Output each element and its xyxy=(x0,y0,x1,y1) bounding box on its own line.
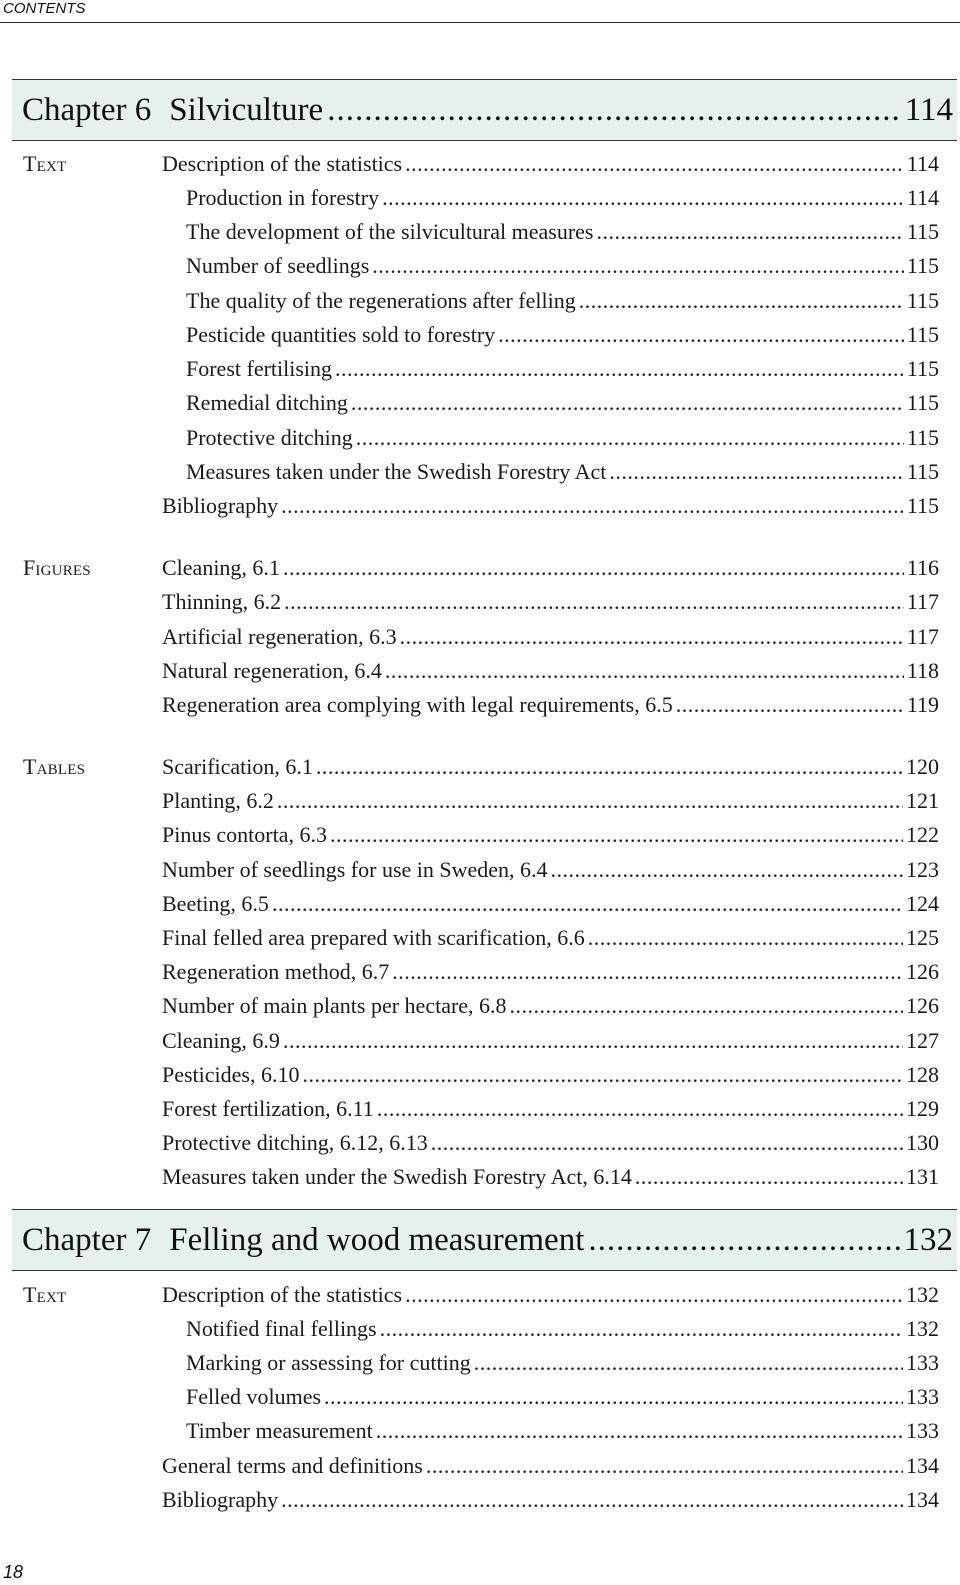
entry-page: 131 xyxy=(906,1164,939,1189)
toc-entry[interactable] xyxy=(162,1092,939,1126)
entry-title: Bibliography xyxy=(162,1487,279,1512)
entry-page: 130 xyxy=(906,1130,939,1155)
entry-title: Notified final fellings xyxy=(186,1316,377,1341)
toc-entry[interactable] xyxy=(162,620,939,654)
entry-page: 115 xyxy=(906,459,939,484)
dot-leader xyxy=(316,750,903,784)
toc-entry[interactable] xyxy=(186,1414,939,1448)
entry-title: Planting, 6.2 xyxy=(162,788,274,813)
entry-page: 129 xyxy=(906,1096,939,1121)
dot-leader xyxy=(356,421,904,455)
toc-entry[interactable] xyxy=(162,853,939,887)
dot-leader xyxy=(609,455,903,489)
dot-leader xyxy=(377,1092,903,1126)
dot-leader xyxy=(376,1414,903,1448)
entry-page: 132 xyxy=(906,1282,939,1307)
entry-page: 117 xyxy=(906,589,939,614)
entry-title: Pesticide quantities sold to forestry xyxy=(186,322,496,347)
chapter-number: Chapter 6 xyxy=(22,92,152,128)
dot-leader xyxy=(551,853,903,887)
entry-title: Remedial ditching xyxy=(186,390,348,415)
toc-entry[interactable] xyxy=(162,688,939,722)
entry-page: 126 xyxy=(906,959,939,984)
toc-entry[interactable] xyxy=(162,1278,939,1312)
entry-page: 114 xyxy=(906,151,939,176)
dot-leader xyxy=(281,1483,903,1517)
dot-leader xyxy=(400,620,904,654)
entry-page: 118 xyxy=(906,658,939,683)
section-label-figures: Figures xyxy=(23,555,91,580)
toc-entry[interactable] xyxy=(186,318,939,352)
page-number: 18 xyxy=(3,1562,24,1582)
entry-page: 119 xyxy=(906,692,939,717)
toc-entry[interactable] xyxy=(162,654,939,688)
dot-leader xyxy=(588,921,903,955)
toc-entry[interactable] xyxy=(162,585,939,619)
dot-leader xyxy=(474,1346,903,1380)
toc-entry[interactable] xyxy=(162,818,939,852)
entry-title: Thinning, 6.2 xyxy=(162,589,282,614)
entry-page: 134 xyxy=(906,1453,939,1478)
entry-page: 123 xyxy=(906,857,939,882)
toc-entry[interactable] xyxy=(162,887,939,921)
toc-entry[interactable] xyxy=(186,249,939,283)
toc-entry[interactable] xyxy=(162,1058,939,1092)
entry-title: Pesticides, 6.10 xyxy=(162,1062,300,1087)
toc-entry[interactable] xyxy=(186,1312,939,1346)
toc-entry[interactable] xyxy=(162,921,939,955)
dot-leader xyxy=(579,284,904,318)
toc-entry[interactable] xyxy=(186,386,939,420)
entry-page: 120 xyxy=(906,754,939,779)
entry-title: Number of seedlings xyxy=(186,253,370,278)
toc-entry[interactable] xyxy=(162,1483,939,1517)
entry-page: 115 xyxy=(906,322,939,347)
dot-leader xyxy=(498,318,904,352)
toc-entry[interactable] xyxy=(162,1024,939,1058)
entry-title: Description of the statistics xyxy=(162,151,403,176)
dot-leader xyxy=(405,1278,903,1312)
entry-page: 122 xyxy=(906,822,939,847)
entry-title: Number of main plants per hectare, 6.8 xyxy=(162,993,507,1018)
toc-entry[interactable] xyxy=(186,352,939,386)
entry-page: 134 xyxy=(906,1487,939,1512)
entry-title: Measures taken under the Swedish Forestry Act, 6.14 xyxy=(162,1164,632,1189)
dot-leader xyxy=(283,1024,903,1058)
dot-leader xyxy=(588,1222,899,1258)
entry-title: The development of the silvicultural measures xyxy=(186,219,594,244)
entry-page: 115 xyxy=(906,390,939,415)
section-label-text: Text xyxy=(23,1282,67,1307)
toc-entry[interactable] xyxy=(162,489,939,523)
entry-page: 132 xyxy=(906,1316,939,1341)
toc-entry[interactable] xyxy=(162,750,939,784)
entry-page: 127 xyxy=(906,1028,939,1053)
entry-title: Forest fertilising xyxy=(186,356,333,381)
dot-leader xyxy=(327,92,901,128)
dot-leader xyxy=(676,688,904,722)
entry-page: 133 xyxy=(906,1384,939,1409)
entry-title: Regeneration area complying with legal requirements, 6.5 xyxy=(162,692,673,717)
chapter-page: 114 xyxy=(904,92,953,128)
dot-leader xyxy=(330,818,903,852)
dot-leader xyxy=(426,1449,903,1483)
entry-title: Description of the statistics xyxy=(162,1282,403,1307)
entry-page: 133 xyxy=(906,1418,939,1443)
dot-leader xyxy=(281,489,904,523)
entry-page: 125 xyxy=(906,925,939,950)
dot-leader xyxy=(596,215,903,249)
entry-title: Pinus contorta, 6.3 xyxy=(162,822,327,847)
dot-leader xyxy=(392,955,903,989)
entry-title: Beeting, 6.5 xyxy=(162,891,269,916)
dot-leader xyxy=(272,887,903,921)
entry-page: 115 xyxy=(906,356,939,381)
entry-title: Marking or assessing for cutting xyxy=(186,1350,471,1375)
dot-leader xyxy=(283,551,904,585)
entry-title: Natural regeneration, 6.4 xyxy=(162,658,382,683)
dot-leader xyxy=(284,585,904,619)
toc-entry[interactable] xyxy=(186,1346,939,1380)
entry-page: 133 xyxy=(906,1350,939,1375)
entry-page: 115 xyxy=(906,219,939,244)
section-label-tables: Tables xyxy=(23,754,86,779)
entry-title: General terms and definitions xyxy=(162,1453,423,1478)
dot-leader xyxy=(277,784,903,818)
toc-entry[interactable] xyxy=(186,455,939,489)
dot-leader xyxy=(324,1380,903,1414)
section-label-text: Text xyxy=(23,151,67,176)
chapter-title: Felling and wood measurement xyxy=(169,1222,585,1258)
toc-entry[interactable] xyxy=(162,1126,939,1160)
toc-entry[interactable] xyxy=(162,955,939,989)
toc-entry[interactable] xyxy=(186,284,939,318)
entry-title: Artificial regeneration, 6.3 xyxy=(162,624,397,649)
chapter-number: Chapter 7 xyxy=(22,1222,152,1258)
dot-leader xyxy=(303,1058,904,1092)
entry-page: 126 xyxy=(906,993,939,1018)
entry-title: Regeneration method, 6.7 xyxy=(162,959,390,984)
entry-title: Timber measurement xyxy=(186,1418,373,1443)
entry-page: 117 xyxy=(906,624,939,649)
toc-entry[interactable] xyxy=(162,551,939,585)
running-head: CONTENTS xyxy=(3,0,86,17)
entry-page: 115 xyxy=(906,493,939,518)
toc-entry[interactable] xyxy=(162,989,939,1023)
chapter-title: Silviculture xyxy=(169,92,324,128)
toc-entry[interactable] xyxy=(186,1380,939,1414)
dot-leader xyxy=(510,989,903,1023)
entry-title: Cleaning, 6.9 xyxy=(162,1028,280,1053)
entry-page: 128 xyxy=(906,1062,939,1087)
entry-title: Forest fertilization, 6.11 xyxy=(162,1096,374,1121)
entry-page: 124 xyxy=(906,891,939,916)
toc-entry[interactable] xyxy=(186,215,939,249)
entry-page: 116 xyxy=(906,555,939,580)
entry-title: Protective ditching xyxy=(186,425,353,450)
entry-page: 115 xyxy=(906,425,939,450)
header-rule xyxy=(0,22,960,23)
toc-entry[interactable] xyxy=(162,784,939,818)
chapter-6-heading[interactable] xyxy=(12,79,957,141)
entry-title: The quality of the regenerations after felling xyxy=(186,288,576,313)
chapter-7-heading[interactable] xyxy=(12,1209,957,1271)
entry-title: Felled volumes xyxy=(186,1384,322,1409)
entry-title: Scarification, 6.1 xyxy=(162,754,313,779)
entry-title: Protective ditching, 6.12, 6.13 xyxy=(162,1130,428,1155)
dot-leader xyxy=(380,1312,903,1346)
dot-leader xyxy=(431,1126,903,1160)
entry-title: Final felled area prepared with scarification, 6.6 xyxy=(162,925,585,950)
chapter-page: 132 xyxy=(903,1222,953,1258)
entry-title: Measures taken under the Swedish Forestry Act xyxy=(186,459,607,484)
entry-page: 115 xyxy=(906,288,939,313)
entry-title: Bibliography xyxy=(162,493,279,518)
entry-title: Production in forestry xyxy=(186,185,380,210)
toc-entry[interactable] xyxy=(162,1449,939,1483)
toc-entry[interactable] xyxy=(186,421,939,455)
dot-leader xyxy=(351,386,904,420)
dot-leader xyxy=(382,181,904,215)
dot-leader xyxy=(405,147,904,181)
dot-leader xyxy=(372,249,904,283)
dot-leader xyxy=(385,654,904,688)
dot-leader xyxy=(635,1160,903,1194)
dot-leader xyxy=(335,352,904,386)
entry-title: Cleaning, 6.1 xyxy=(162,555,280,580)
toc-entry[interactable] xyxy=(186,181,939,215)
entry-page: 114 xyxy=(906,185,939,210)
entry-page: 115 xyxy=(906,253,939,278)
entry-title: Number of seedlings for use in Sweden, 6.4 xyxy=(162,857,548,882)
toc-entry[interactable] xyxy=(162,147,939,181)
toc-entry[interactable] xyxy=(162,1160,939,1194)
entry-page: 121 xyxy=(906,788,939,813)
